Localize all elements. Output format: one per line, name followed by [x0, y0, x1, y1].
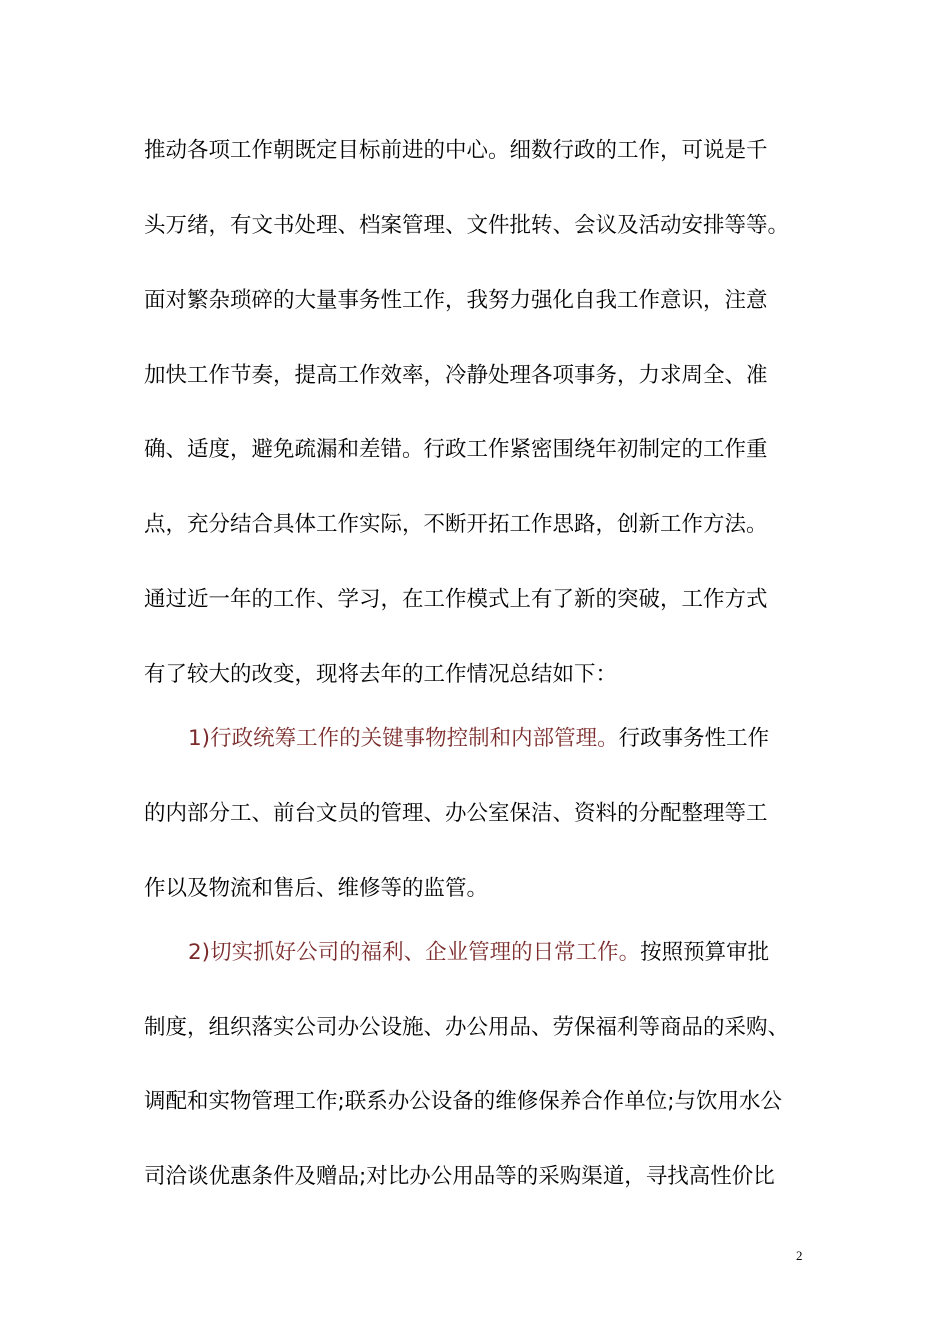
item-1-line-3: 作以及物流和售后、维修等的监管。 [144, 876, 489, 901]
body-line-5: 确、适度，避免疏漏和差错。行政工作紧密围绕年初制定的工作重 [144, 437, 768, 462]
item-1-first-line [188, 722, 878, 756]
body-line-2: 头万绪，有文书处理、档案管理、文件批转、会议及活动安排等等。 [144, 213, 790, 238]
item-2-heading: 2)切实抓好公司的福利、企业管理的日常工作。 [188, 940, 641, 965]
body-line-6: 点，充分结合具体工作实际，不断开拓工作思路，创新工作方法。 [144, 512, 768, 537]
item-2-line-2: 制度，组织落实公司办公设施、办公用品、劳保福利等商品的采购、 [144, 1015, 790, 1040]
body-line-3: 面对繁杂琐碎的大量事务性工作，我努力强化自我工作意识，注意 [144, 288, 768, 313]
body-line-8: 有了较大的改变，现将去年的工作情况总结如下： [144, 662, 618, 687]
body-line-4: 加快工作节奏，提高工作效率，冷静处理各项事务，力求周全、准 [144, 363, 768, 388]
item-1-heading-rest: 行政事务性工作 [618, 726, 770, 751]
item-2-line-4: 司洽谈优惠条件及赠品;对比办公用品等的采购渠道，寻找高性价比 [144, 1164, 775, 1189]
item-2-first-line [188, 936, 878, 970]
body-line-1: 推动各项工作朝既定目标前进的中心。细数行政的工作，可说是千 [144, 138, 768, 163]
item-1-line-2: 的内部分工、前台文员的管理、办公室保洁、资料的分配整理等工 [144, 801, 768, 826]
item-2-heading-rest: 按照预算审批 [640, 940, 770, 965]
item-1-heading: 1)行政统筹工作的关键事物控制和内部管理。 [188, 726, 619, 751]
item-2-line-3: 调配和实物管理工作;联系办公设备的维修保养合作单位;与饮用水公 [144, 1089, 782, 1114]
page-number: 2 [796, 1248, 803, 1263]
body-line-7: 通过近一年的工作、学习，在工作模式上有了新的突破，工作方式 [144, 587, 768, 612]
